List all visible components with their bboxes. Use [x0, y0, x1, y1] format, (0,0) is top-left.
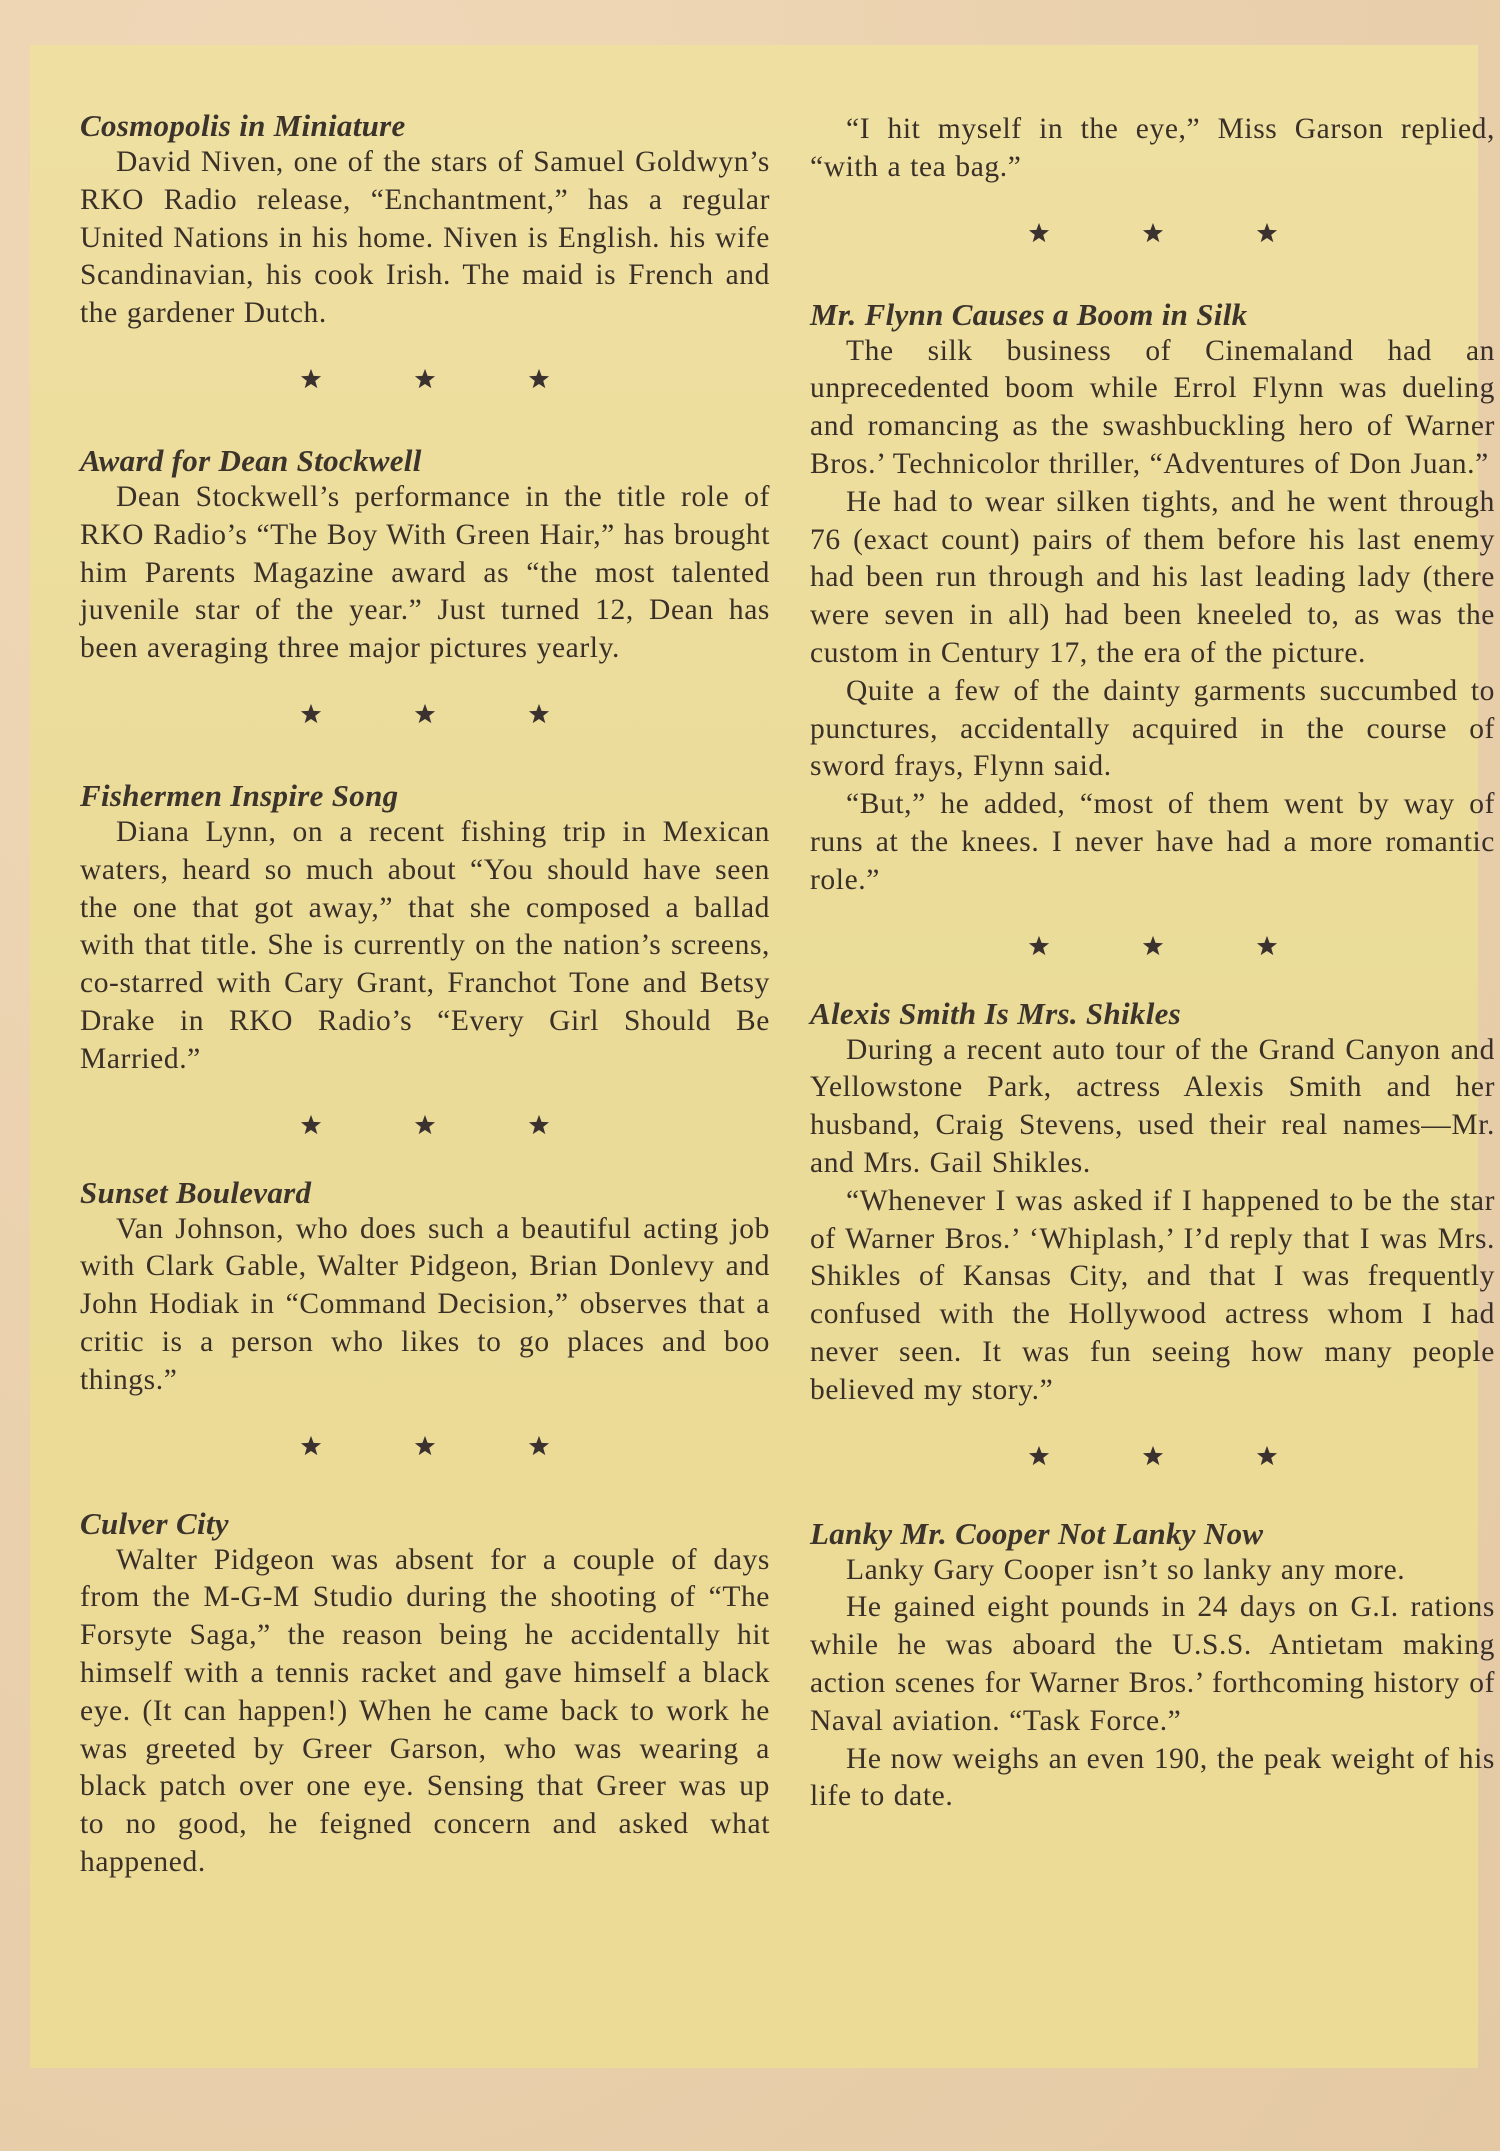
star-separator	[80, 694, 770, 734]
article-paragraph: Lanky Gary Cooper isn’t so lanky any more.	[846, 1553, 1406, 1586]
right-column	[810, 111, 1495, 1816]
article-paragraph: Dean Stockwell’s performance in the title role of RKO Radio’s “The Boy With Green Hair,” has brought him Parents Magazine award as “the most talented juvenile star of the year.” Just turned 12, Dean has been averaging three major pictures yearly.	[80, 480, 770, 665]
article-alexis-smith	[810, 996, 1495, 1410]
article-paragraph: The silk business of Cinemaland had an unprecedented boom while Errol Flynn was dueling and romancing as the swashbuckling hero of Warner Bros.’ Technicolor thriller, “Adventures of Don Juan.”	[810, 334, 1495, 480]
star-icon	[414, 1435, 436, 1457]
article-paragraph: David Niven, one of the stars of Samuel Goldwyn’s RKO Radio release, “Enchantment,” has a regular United Nations in his home. Niven is English. his wife Scandinavian, his cook Irish. The maid is French and the gardener Dutch.	[80, 146, 770, 330]
article-paragraph: “But,” he added, “most of them went by way of runs at the knees. I never have had a more romantic role.”	[810, 788, 1495, 896]
star-icon	[414, 368, 436, 390]
star-icon	[1256, 222, 1278, 244]
star-icon	[1028, 935, 1050, 957]
left-column	[80, 108, 770, 1882]
article-paragraph: He gained eight pounds in 24 days on G.I. rations while he was aboard the U.S.S. Antietam making action scenes for Warner Bros.’ forthcoming history of Naval aviation. “Task Force.”	[810, 1591, 1495, 1737]
article-headline: Mr. Flynn Causes a Boom in Silk	[810, 296, 1248, 332]
article-headline: Fishermen Inspire Song	[80, 777, 399, 813]
star-icon	[300, 1435, 322, 1457]
article-paragraph: Quite a few of the dainty garments succumbed to punctures, accidentally acquired in the course of sword frays, Flynn said.	[810, 674, 1495, 783]
article-dean-stockwell	[80, 443, 770, 668]
article-panel	[30, 45, 1495, 2068]
star-icon	[528, 1114, 550, 1136]
article-paragraph: Walter Pidgeon was absent for a couple of days from the M-G-M Studio during the shooting of “The Forsyte Saga,” the reason being he accidentally hit himself with a tennis racket and gave himself a black eye. (It can happen!) When he came back to work he was greeted by Greer Garson, who was wearing a black patch over one eye. Sensing that Greer was up to no good, he feigned concern and asked what happened.	[80, 1543, 770, 1878]
article-headline: Sunset Boulevard	[80, 1174, 312, 1210]
star-icon	[300, 703, 322, 725]
continuation-paragraph: “I hit myself in the eye,” Miss Garson replied, “with a tea bag.”	[810, 113, 1495, 183]
star-icon	[528, 703, 550, 725]
star-icon	[1028, 1445, 1050, 1467]
star-icon	[414, 703, 436, 725]
star-separator	[810, 926, 1495, 966]
star-icon	[1142, 1445, 1164, 1467]
star-icon	[1256, 935, 1278, 957]
article-headline: Alexis Smith Is Mrs. Shikles	[810, 995, 1182, 1031]
article-flynn-silk	[810, 297, 1495, 900]
article-fishermen-song	[80, 778, 770, 1079]
article-cosmopolis	[80, 108, 770, 333]
star-icon	[1028, 222, 1050, 244]
article-headline: Cosmopolis in Miniature	[80, 108, 406, 143]
star-icon	[300, 368, 322, 390]
article-paragraph: He had to wear silken tights, and he went through 76 (exact count) pairs of them before his last enemy had been run through and his last leading lady (there were seven in all) had been kneeled to, as was the custom in Century 17, the era of the picture.	[810, 485, 1495, 669]
article-paragraph: During a recent auto tour of the Grand Canyon and Yellowstone Park, actress Alexis Smith and her husband, Craig Stevens, used their real names—Mr. and Mrs. Gail Shikles.	[810, 1033, 1495, 1179]
article-gary-cooper	[810, 1516, 1495, 1817]
star-separator	[810, 1436, 1495, 1476]
article-sunset-boulevard	[80, 1175, 770, 1400]
star-separator	[80, 1105, 770, 1145]
article-headline: Award for Dean Stockwell	[80, 442, 422, 478]
star-separator	[810, 213, 1495, 253]
article-paragraph: Van Johnson, who does such a beautiful acting job with Clark Gable, Walter Pidgeon, Brian Donlevy and John Hodiak in “Command Decision,” observes that a critic is a person who likes to go places and boo things.”	[80, 1212, 770, 1396]
star-icon	[1142, 222, 1164, 244]
star-icon	[528, 368, 550, 390]
article-paragraph: Diana Lynn, on a recent fishing trip in Mexican waters, heard so much about “You should have seen the one that got away,” that she composed a ballad with that title. She is currently on the nation’s screens, co-starred with Cary Grant, Franchot Tone and Betsy Drake in RKO Radio’s “Every Girl Should Be Married.”	[80, 815, 770, 1075]
article-headline: Lanky Mr. Cooper Not Lanky Now	[810, 1515, 1264, 1551]
star-separator	[80, 359, 770, 399]
star-icon	[414, 1114, 436, 1136]
star-icon	[528, 1435, 550, 1457]
article-culver-city	[80, 1506, 770, 1882]
star-separator	[80, 1426, 770, 1466]
article-headline: Culver City	[80, 1505, 229, 1541]
article-paragraph: He now weighs an even 190, the peak weight of his life to date.	[810, 1742, 1495, 1813]
article-paragraph: “Whenever I was asked if I happened to be the star of Warner Bros.’ ‘Whiplash,’ I’d reply that I was Mrs. Shikles of Kansas City, and that I was frequently confused with the Hollywood actress whom I had never seen. It was fun seeing how many people believed my story.”	[810, 1184, 1495, 1406]
star-icon	[300, 1114, 322, 1136]
star-icon	[1142, 935, 1164, 957]
star-icon	[1256, 1445, 1278, 1467]
